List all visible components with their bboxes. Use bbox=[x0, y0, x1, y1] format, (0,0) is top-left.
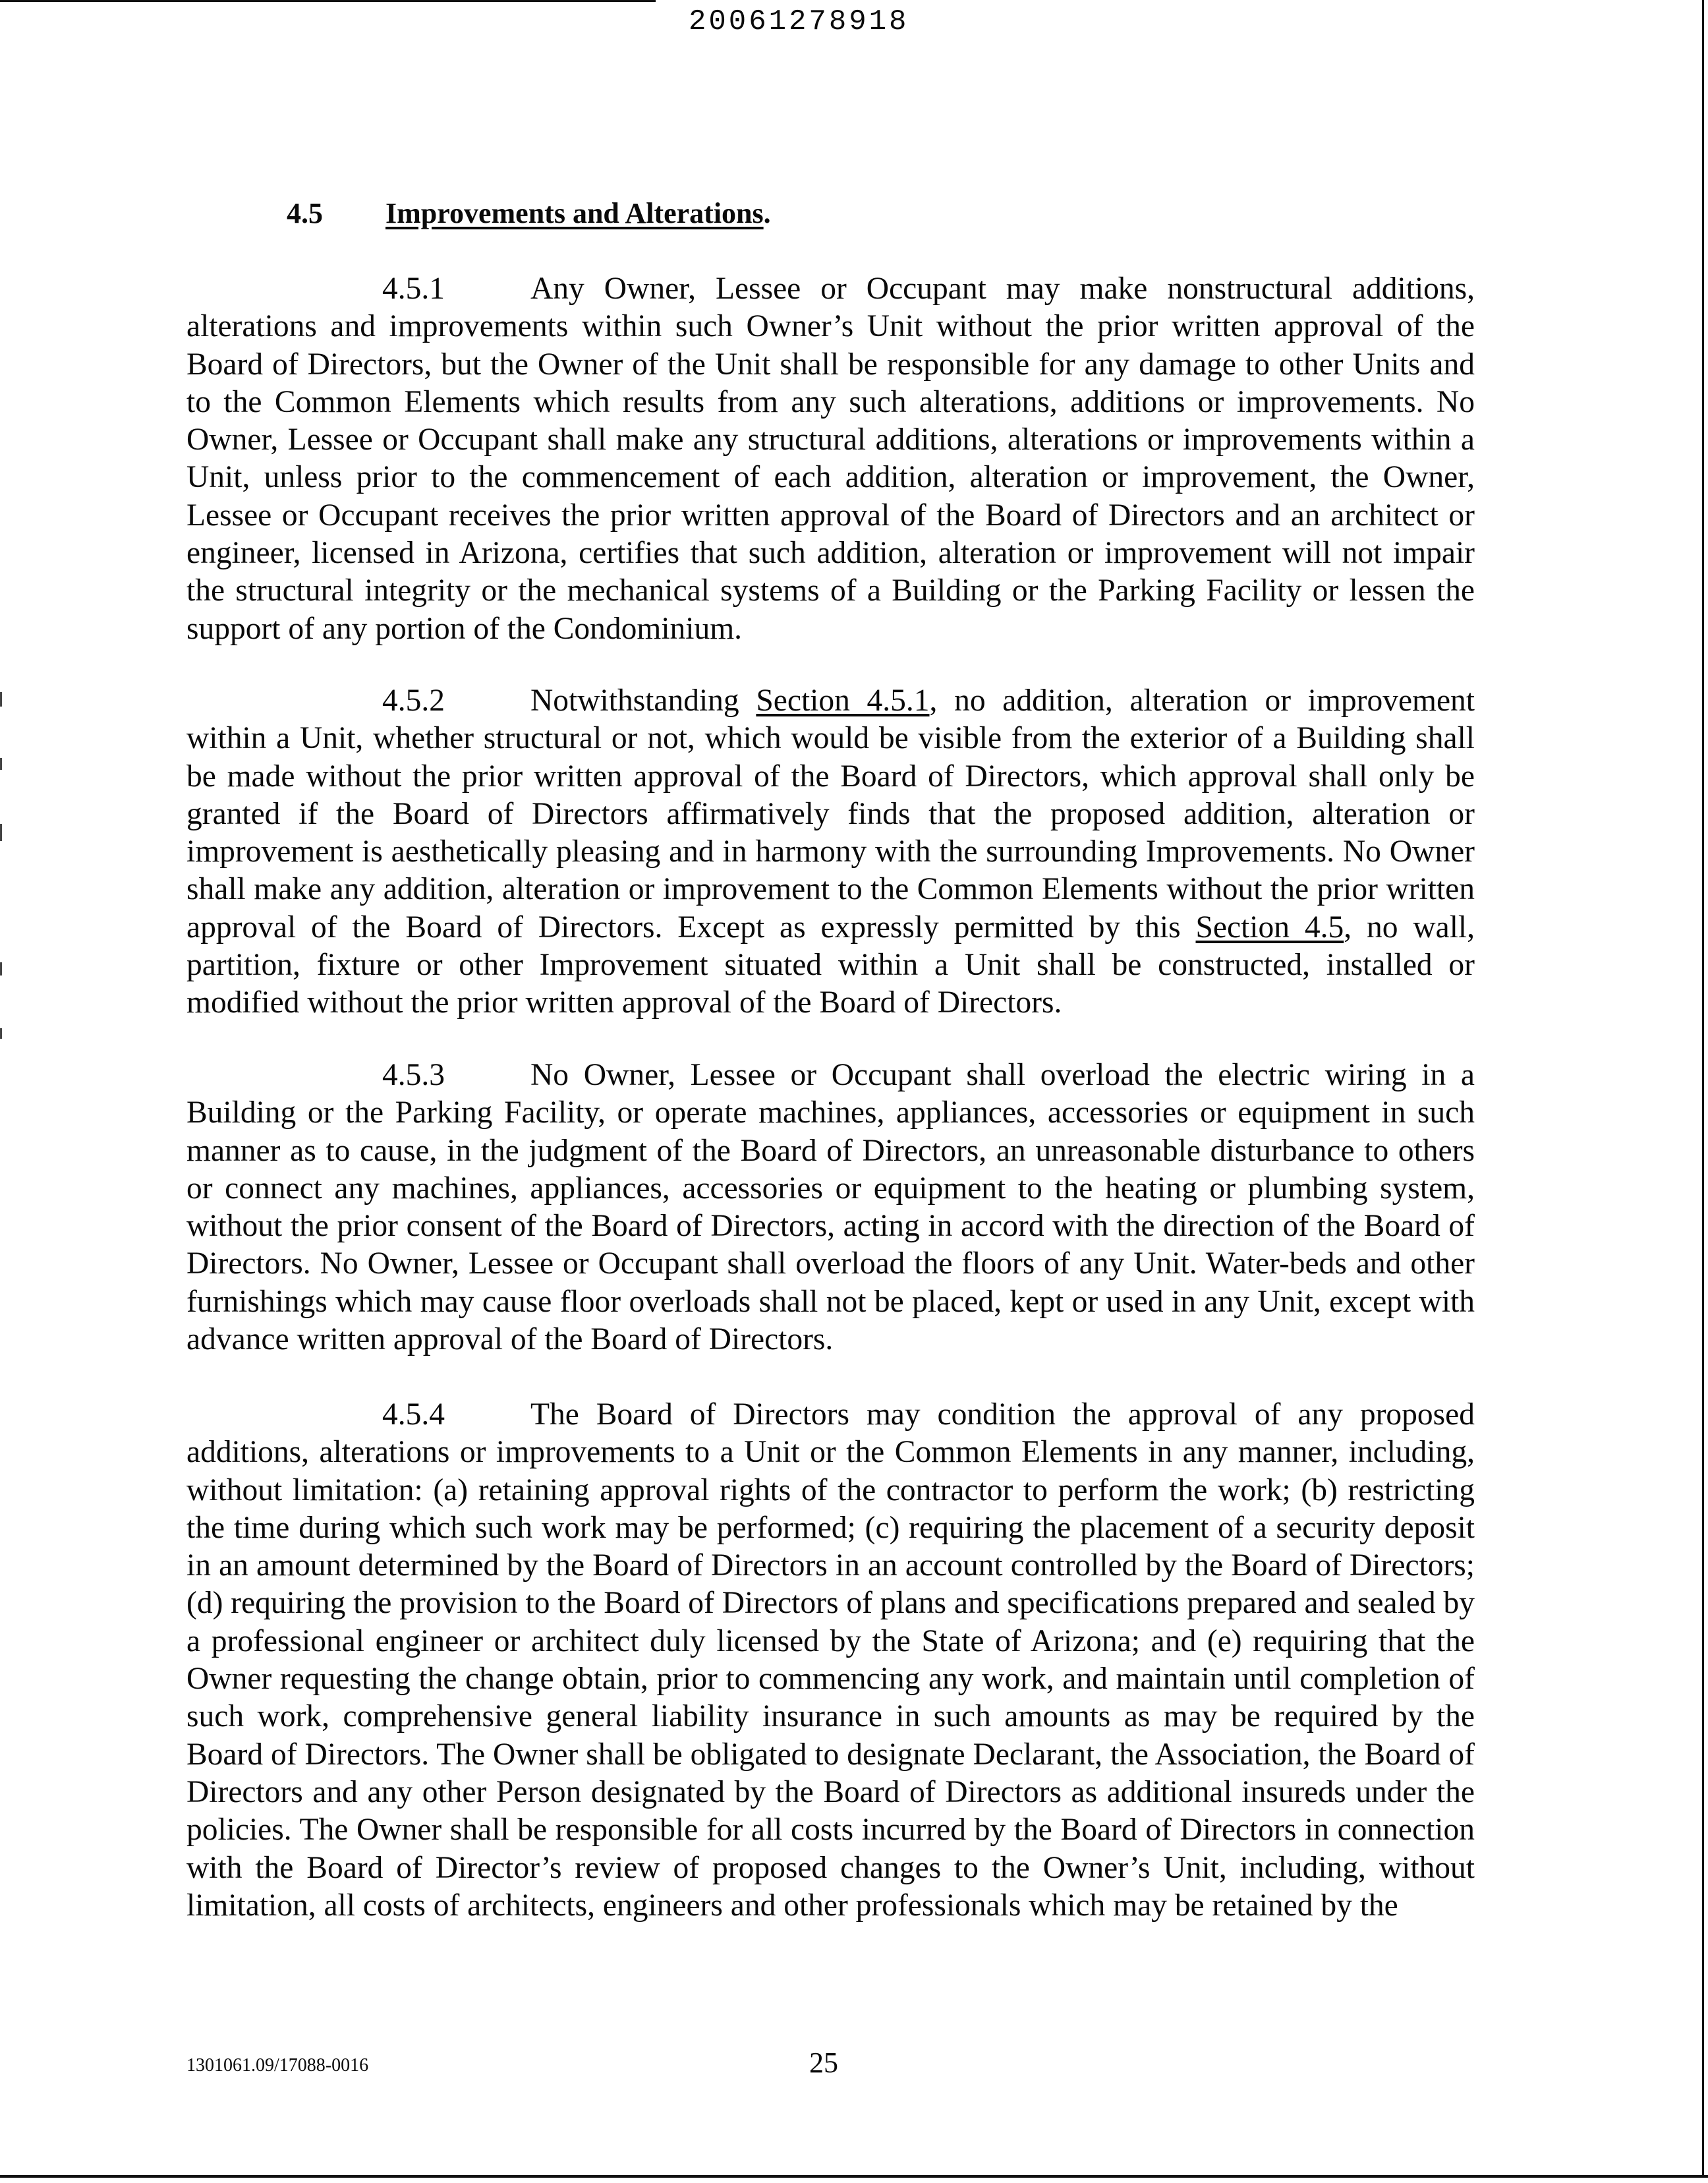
paragraph-4-5-2 bbox=[186, 682, 1475, 1022]
section-reference-link[interactable]: Section 4.5 bbox=[1195, 910, 1344, 945]
paragraph-text: , no wall, partition, fixture or other Improvement situated within a Unit shall be constructed, installed or modified without the prior written approval of the Board of Directors. bbox=[186, 910, 1475, 1020]
scan-margin-mark bbox=[0, 692, 2, 707]
document-recording-number: 20061278918 bbox=[689, 5, 909, 38]
paragraph-text: No Owner, Lessee or Occupant shall overload the electric wiring in a Building or the Parking Facility, or operate machines, appliances, accessories or equipment in such manner as to cause, in the judgment of the Board of Directors, an unreasonable disturbance to others or connect any machines, appliances, accessories or equipment to the heating or plumbing system, without the prior consent of the Board of Directors, acting in accord with the direction of the Board of Directors. No Owner, Lessee or Occupant shall overload the floors of any Unit. Water-beds and other furnishings which may cause floor overloads shall not be placed, kept or used in any Unit, except with advance written approval of the Board of Directors. bbox=[186, 1058, 1475, 1357]
paragraph-text: Notwithstanding bbox=[530, 684, 739, 718]
paragraph-4-5-3 bbox=[186, 1057, 1475, 1358]
paragraph-text: , no addition, alteration or improvement within a Unit, whether structural or not, which would be visible from the exterior of a Building shall be made without the prior written approval of the Board of Directors, which approval shall only be granted if the Board of Directors affirmatively finds that the proposed addition, alteration or improvement is aesthetically pleasing and in harmony with the surrounding Improvements. No Owner shall make any addition, alteration or improvement to the Common Elements without the prior written approval of the Board of Directors. Except as expressly permitted by this bbox=[186, 684, 1475, 945]
section-title: Improvements and Alterations bbox=[385, 197, 764, 229]
paragraph-number: 4.5.3 bbox=[382, 1058, 445, 1092]
right-border-line bbox=[1702, 0, 1704, 2175]
section-number: 4.5 bbox=[287, 197, 323, 229]
top-border-line bbox=[0, 0, 656, 2]
paragraph-text: The Board of Directors may condition the approval of any proposed additions, alterations or improvements to a Unit or the Common Elements in any manner, including, without limitation: (a) retaining approval rights of the contractor to perform the work; (b) restricting the time during which such work may be performed; (c) requiring the placement of a security deposit in an amount determined by the Board of Directors in an account controlled by the Board of Directors; (d) requiring the provision to the Board of Directors of plans and specifications prepared and sealed by a professional engineer or architect duly licensed by the State of Arizona; and (e) requiring that the Owner requesting the change obtain, prior to commencing any work, and maintain until completion of such work, comprehensive general liability insurance in such amounts as may be required by the Board of Directors. The Owner shall be obligated to designate Declarant, the Association, the Board of Directors and any other Person designated by the Board of Directors as additional insureds under the policies. The Owner shall be responsible for all costs incurred by the Board of Directors in connection with the Board of Director’s review of proposed changes to the Owner’s Unit, including, without limitation, all costs of architects, engineers and other professionals which may be retained by the bbox=[186, 1397, 1475, 1923]
paragraph-4-5-4 bbox=[186, 1396, 1475, 1925]
scan-margin-mark bbox=[0, 962, 2, 975]
paragraph-number: 4.5.4 bbox=[382, 1397, 445, 1432]
scan-margin-mark bbox=[0, 758, 2, 770]
footer-document-code: 1301061.09/17088-0016 bbox=[186, 2055, 369, 2076]
section-heading bbox=[287, 196, 771, 230]
paragraph-number: 4.5.1 bbox=[382, 272, 445, 306]
paragraph-4-5-1 bbox=[186, 270, 1475, 648]
scan-margin-mark bbox=[0, 1028, 2, 1039]
section-title-period: . bbox=[763, 197, 771, 229]
page-number: 25 bbox=[809, 2047, 838, 2079]
section-reference-link[interactable]: Section 4.5.1 bbox=[756, 684, 930, 718]
paragraph-text: Any Owner, Lessee or Occupant may make nonstructural additions, alterations and improvements within such Owner’s Unit without the prior written approval of the Board of Directors, but the Owner of the Unit shall be responsible for any damage to other Units and to the Common Elements which results from any such alterations, additions or improvements. No Owner, Lessee or Occupant shall make any structural additions, alterations or improvements within a Unit, unless prior to the commencement of each addition, alteration or improvement, the Owner, Lessee or Occupant receives the prior written approval of the Board of Directors and an architect or engineer, licensed in Arizona, certifies that such addition, alteration or improvement will not impair the structural integrity or the mechanical systems of a Building or the Parking Facility or lessen the support of any portion of the Condominium. bbox=[186, 272, 1475, 646]
bottom-border-line bbox=[0, 2175, 1708, 2178]
paragraph-number: 4.5.2 bbox=[382, 684, 445, 718]
scan-margin-mark bbox=[0, 824, 2, 841]
